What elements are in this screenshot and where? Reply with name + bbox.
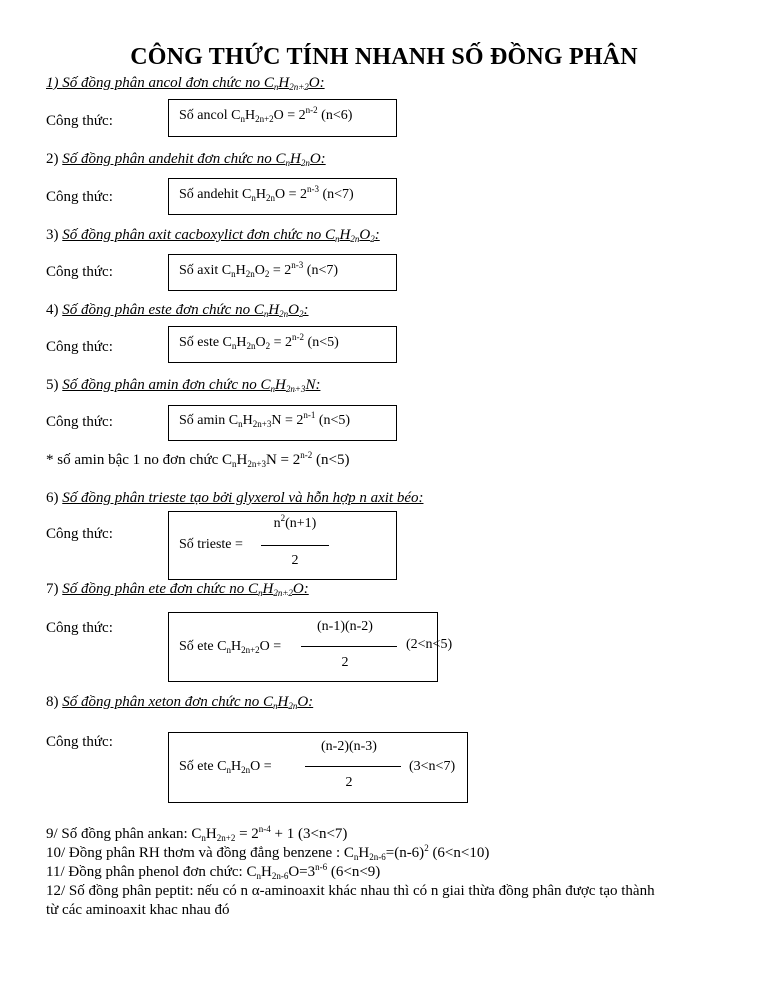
formula-box-4 [168,326,397,363]
heading-prefix: 6) [46,490,63,506]
fraction-denominator: 2 [341,655,349,670]
lhs-sub: n [226,765,231,775]
formula-box-2 [168,178,397,215]
heading-text: O: [308,75,325,91]
heading-sub: n [270,384,276,394]
formula-sub: 2n [246,341,256,351]
heading-text: Số đồng phân ancol đơn chức no C [62,75,274,91]
lhs-part: H [230,759,242,774]
formula-text [179,105,353,124]
heading-sub: 2n+3 [285,384,306,394]
formula-condition: (2<n<5) [406,637,453,652]
item-11 [46,864,380,881]
heading-prefix: 1) [46,75,63,91]
heading-text: Số đồng phân este đơn chức no C [62,302,264,318]
formula-box-3 [168,254,397,291]
formula-box-8 [168,732,468,803]
item-text: (6<n<9) [327,864,381,880]
heading-prefix: 7) [46,581,63,597]
note-sup: n-2 [300,450,313,460]
formula-part: O = 2 [273,108,306,123]
heading-text: : [303,302,309,318]
note-text: * số amin bậc 1 no đơn chức C [46,452,233,468]
formula-sub: n [231,269,236,279]
fraction-numerator: (n-1)(n-2) [317,619,373,634]
formula-label: Công thức: [46,620,113,636]
formula-part: N = 2 [271,413,304,428]
formula-sup: n-1 [303,410,316,420]
formula-part: O [255,335,266,350]
item-text: 9/ Số đồng phân ankan: C [46,826,202,842]
numerator-part: (n+1) [285,516,317,531]
heading-prefix: 3) [46,227,63,243]
heading-sub: 2n [288,701,298,711]
formula-part: H [236,335,247,350]
formula-label: Công thức: [46,339,113,355]
formula-part: H [242,413,253,428]
formula-sub: 2n [245,269,255,279]
numerator-part: n [273,516,281,531]
fraction-denominator: 2 [345,775,353,790]
fraction-denominator: 2 [291,553,299,568]
heading-sub: 2n [350,234,360,244]
heading-text: Số đồng phân andehit đơn chức no C [62,151,286,167]
heading-sub: 2 [370,234,375,244]
formula-box-5 [168,405,397,441]
item-text: H [358,845,370,861]
formula-sub: 2 [265,341,271,351]
formula-part: Số axit C [179,263,232,278]
lhs-part: Số ete C [179,759,227,774]
note-text: H [236,452,248,468]
item-text: (6<n<10) [428,845,490,861]
formula-sub: 2 [264,269,270,279]
heading-text: H [275,377,286,393]
lhs-part: H [230,639,242,654]
item-12-line-2: từ các aminoaxit khac nhau đó [46,902,230,918]
formula-condition: (n<6) [317,108,353,123]
formula-box-7 [168,612,453,682]
heading-text: H [339,227,351,243]
lhs-sub: 2n [241,765,251,775]
heading-text: Số đồng phân xeton đơn chức no C [62,694,273,710]
heading-text: O [359,227,371,243]
formula-part: Số ancol C [179,108,241,123]
heading-sub: n [273,701,278,711]
heading-text: Số đồng phân axit cacboxylict đơn chức no C [62,227,336,243]
lhs-part: Số ete C [179,639,227,654]
heading-text: O: [309,151,326,167]
formula-sub: 2n [265,193,275,203]
formula-sub: 2n+2 [255,114,274,124]
formula-part: H [255,187,266,202]
formula-lhs [179,759,272,775]
item-text: H [205,826,217,842]
section-1-heading [46,75,325,92]
item-sub: 2n-6 [369,852,386,862]
heading-prefix: 8) [46,694,63,710]
formula-part: Số este C [179,335,232,350]
heading-sub: 2n+2 [289,82,309,92]
section-5-heading [46,377,320,394]
formula-condition: (n<5) [315,413,351,428]
heading-sub: n [273,82,279,92]
formula-sup: n-2 [305,105,318,115]
heading-prefix: 2) [46,151,63,167]
formula-label: Công thức: [46,414,113,430]
fraction-line [305,766,401,767]
fraction-numerator [261,513,329,532]
heading-prefix: 5) [46,377,63,393]
formula-sub: n [231,341,237,351]
formula-condition: (3<n<7) [409,759,456,774]
heading-sub: 2 [299,309,304,319]
formula-condition: (n<7) [318,187,354,202]
heading-sub: 2n+2 [273,588,293,598]
formula-part: Số amin C [179,413,239,428]
formula-condition: (n<7) [303,263,339,278]
formula-label: Công thức: [46,526,113,542]
item-sup: 2 [424,843,429,853]
formula-part: H [244,108,256,123]
lhs-sub: 2n+2 [241,645,260,655]
item-10 [46,845,489,862]
lhs-sub: n [226,645,231,655]
formula-box-6 [168,511,397,580]
section-3-heading [46,227,380,244]
note-sub: 2n+3 [247,459,266,469]
heading-sub: 2n [300,158,310,168]
formula-text [179,410,351,429]
formula-sup: n-3 [291,260,304,270]
note-sub: n [232,459,237,469]
heading-text: Số đồng phân amin đơn chức no C [62,377,271,393]
formula-sub: n [240,114,245,124]
formula-part: O = 2 [274,187,307,202]
formula-sup: n-3 [306,184,319,194]
formula-sup: n-2 [292,332,305,342]
section-8-heading [46,694,313,711]
item-text: =(n-6) [385,845,425,861]
heading-sub: 2n [279,309,289,319]
note-condition: (n<5) [312,452,350,468]
lhs-part: O = [259,639,282,654]
section-7-heading [46,581,309,598]
section-2-heading [46,151,326,168]
item-text: H [260,864,272,880]
item-sub: n [353,852,359,862]
heading-text: : [374,227,380,243]
formula-lhs: Số trieste = [179,537,243,552]
item-text: + 1 (3<n<7) [270,826,348,842]
heading-text: Số đồng phân ete đơn chức no C [62,581,258,597]
formula-lhs [179,639,281,655]
item-sup: n-4 [258,824,271,834]
item-12-line-1: 12/ Số đồng phân peptit: nếu có n α-aminoaxit khác nhau thì có n giai thừa đồng phân được tạo thành [46,883,655,899]
formula-label: Công thức: [46,189,113,205]
item-sub: 2n+2 [216,833,236,843]
item-sub: 2n-6 [271,871,289,881]
heading-text: O: [297,694,314,710]
page-title: CÔNG THỨC TÍNH NHANH SỐ ĐỒNG PHÂN [130,44,638,70]
heading-sub: n [263,309,269,319]
fraction-numerator: (n-2)(n-3) [321,739,377,754]
fraction-line [301,646,397,647]
heading-sub: n [285,158,290,168]
formula-label: Công thức: [46,113,113,129]
formula-condition: (n<5) [304,335,339,350]
formula-sub: 2n+3 [252,419,272,429]
item-9 [46,826,347,843]
heading-text: H [278,75,290,91]
formula-part: O [254,263,265,278]
heading-sub: n [258,588,263,598]
heading-text: H [268,302,280,318]
note-text: N = 2 [265,452,301,468]
item-text: 11/ Đồng phân phenol đơn chức: C [46,864,257,880]
formula-part: H [235,263,246,278]
formula-label: Công thức: [46,264,113,280]
formula-box-1 [168,99,397,137]
heading-text: H [277,694,289,710]
item-text: 10/ Đồng phân RH thơm và đồng đẳng benzene : C [46,845,354,861]
item-sup: n-6 [315,862,328,872]
numerator-sup: 2 [280,513,286,523]
fraction-line [261,545,329,546]
heading-text: Số đồng phân trieste tạo bởi glyxerol và hỗn hợp n axit béo: [62,490,424,506]
formula-part: = 2 [269,263,292,278]
heading-text: O [288,302,300,318]
heading-text: H [262,581,274,597]
formula-text [179,260,339,279]
formula-part: = 2 [270,335,293,350]
heading-text: N: [305,377,321,393]
formula-label: Công thức: [46,734,113,750]
item-sub: n [256,871,261,881]
amin-note [46,452,349,469]
formula-sub: n [238,419,243,429]
lhs-part: O = [250,759,272,774]
heading-sub: n [335,234,340,244]
item-text: = 2 [235,826,259,842]
section-4-heading [46,302,309,319]
item-text: O=3 [288,864,316,880]
heading-text: H [290,151,301,167]
item-sub: n [201,833,206,843]
formula-sub: n [251,193,256,203]
formula-text [179,332,339,351]
section-6-heading [46,490,423,507]
heading-prefix: 4) [46,302,63,318]
heading-text: O: [292,581,309,597]
formula-text [179,184,354,203]
formula-part: Số andehit C [179,187,252,202]
